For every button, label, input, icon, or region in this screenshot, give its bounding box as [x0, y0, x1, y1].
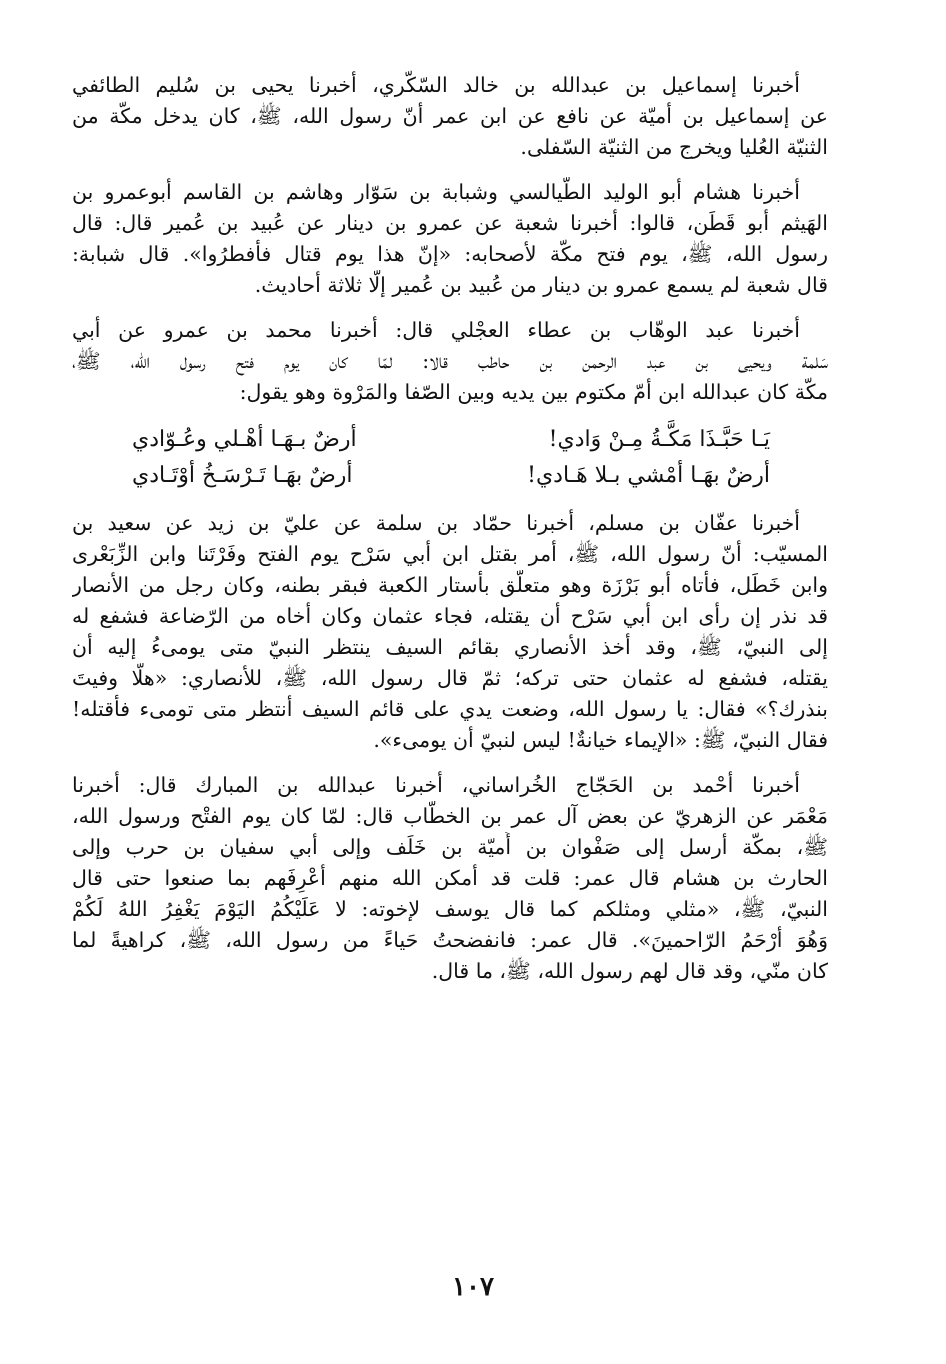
text-line: الحارث بن هشام قال عمر: قلت قد أمكن الله منهم أعْرِفَهم بما صنعوا حتى قال [72, 866, 828, 890]
text-line: وابن خَطَل، فأتاه أبو بَرْزَة وهو متعلّق بأستار الكعبة فبقر بطنه، وكان رجل من الأنصار [72, 573, 828, 597]
text-line: أخبرنا هشام أبو الوليد الطّيالسي وشبابة بن سَوّار وهاشم بن القاسم أبوعمرو بن [72, 180, 800, 204]
page-number: ١٠٧ [452, 1272, 494, 1302]
text-line: قد نذر إن رأى ابن أبي سَرْح أن يقتله، فجاء عثمان وكان أخاه من الرّضاعة فشفع له [72, 604, 828, 628]
text-line: المسيّب: أنّ رسول الله، ﷺ، أمر بقتل ابن أبي سَرْح يوم الفتح وفَرْتَنا وابن الزِّبَعْرى [72, 542, 828, 566]
text-line: فقال النبيّ، ﷺ: «الإيماء خيانةٌ! ليس لنبيّ أن يومىء». [373, 728, 828, 752]
text-line: مَعْمَر عن الزهريّ عن بعض آل عمر بن الخطّاب قال: لمّا كان يوم الفتْح ورسول الله، [72, 804, 828, 828]
poem-verse [72, 422, 828, 458]
poem-hemistich-left: أرضٌ بهَـا تَـرْسَـخُ أوْتَـادي [132, 463, 353, 488]
paragraph-2 [72, 177, 828, 301]
text-line: مكّة كان عبدالله ابن أمّ مكتوم بين يديه وبين الصّفا والمَرْوة وهو يقول: [239, 380, 828, 404]
text-line: أخبرنا عفّان بن مسلم، أخبرنا حمّاد بن سلمة عن عليّ بن زيد عن سعيد بن [72, 511, 800, 535]
text-line: النبيّ، ﷺ، «مثلي ومثلكم كما قال يوسف لإخوته: لا عَلَيْكُمُ اليَوْمَ يَغْفِرُ اللهُ لَكُمْ [72, 897, 828, 921]
text-line: ﷺ، بمكّة أرسل إلى صَفْوان بن أُميّة بن خَلَف وإلى أبي سفيان بن حرب وإلى [72, 835, 828, 859]
text-line: الثنيّة العُليا ويخرج من الثنيّة السّفلى. [520, 135, 828, 159]
page-body [72, 70, 828, 1001]
poem-hemistich-left: أرضٌ بـهَـا أهْـلي وعُـوّادي [132, 427, 357, 452]
text-line: أخبرنا إسماعيل بن عبدالله بن خالد السّكّري، أخبرنا يحيى بن سُليم الطائفي [72, 73, 800, 97]
poem-verse [72, 458, 828, 494]
text-line: قال شعبة لم يسمع عمرو بن دينار من عُبيد بن عُمير إلّا ثلاثة أحاديث. [254, 273, 828, 297]
text-line: الهَيثم أبو قَطَن، قالوا: أخبرنا شعبة عن عمرو بن دينار عن عُبيد بن عُمير قال: قال [72, 211, 828, 235]
text-line: رسول الله، ﷺ، يوم فتح مكّة لأصحابه: «إنّ هذا يوم قتال فأفطرُوا». قال شبابة: [72, 242, 828, 266]
paragraph-3 [72, 315, 828, 408]
text-line: يقتله، فشفع له عثمان حتى تركه؛ ثمّ قال رسول الله، ﷺ، للأنصاري: «هلّا وفيتَ [72, 666, 828, 690]
poem-hemistich-right: أرضٌ بهَـا أمْشي بـلا هَـادي! [527, 463, 770, 488]
paragraph-5 [72, 770, 828, 987]
text-line: كان منّي، وقد قال لهم رسول الله، ﷺ، ما قال. [431, 959, 828, 983]
text-line: أخبرنا أحْمد بن الحَجّاج الخُراساني، أخبرنا عبدالله بن المبارك قال: أخبرنا [72, 773, 800, 797]
text-line: بنذرك؟» فقال: يا رسول الله، وضعت يدي على قائم السيف أنتظر متى تومىء فأقتله! [72, 697, 828, 721]
poem [72, 422, 828, 494]
text-line: وَهُوَ أرْحَمُ الرّاحمينَ». قال عمر: فانفضحتُ حَياءً من رسول الله، ﷺ، كراهيةً لما [72, 928, 828, 952]
poem-hemistich-right: يَـا حَبَّـذَا مَكَّـةُ مِـنْ وَادي! [548, 427, 770, 452]
text-line: إلى النبيّ، ﷺ، وقد أخذ الأنصاري بقائم السيف ينتظر النبيّ متى يومىءُ إليه أن [72, 635, 828, 659]
text-line: أخبرنا عبد الوهّاب بن عطاء العجْلي قال: أخبرنا محمد بن عمرو عن أبي [72, 318, 800, 342]
text-line: سَلمة ويحيى بن عبد الرحمن بن حاطب قالا: لمّا كان يوم فتح رسول الله، ﷺ، [72, 349, 828, 373]
text-line: عن إسماعيل بن أميّة عن نافع عن ابن عمر أنّ رسول الله، ﷺ، كان يدخل مكّة من [72, 104, 828, 128]
paragraph-4 [72, 508, 828, 756]
paragraph-1 [72, 70, 828, 163]
